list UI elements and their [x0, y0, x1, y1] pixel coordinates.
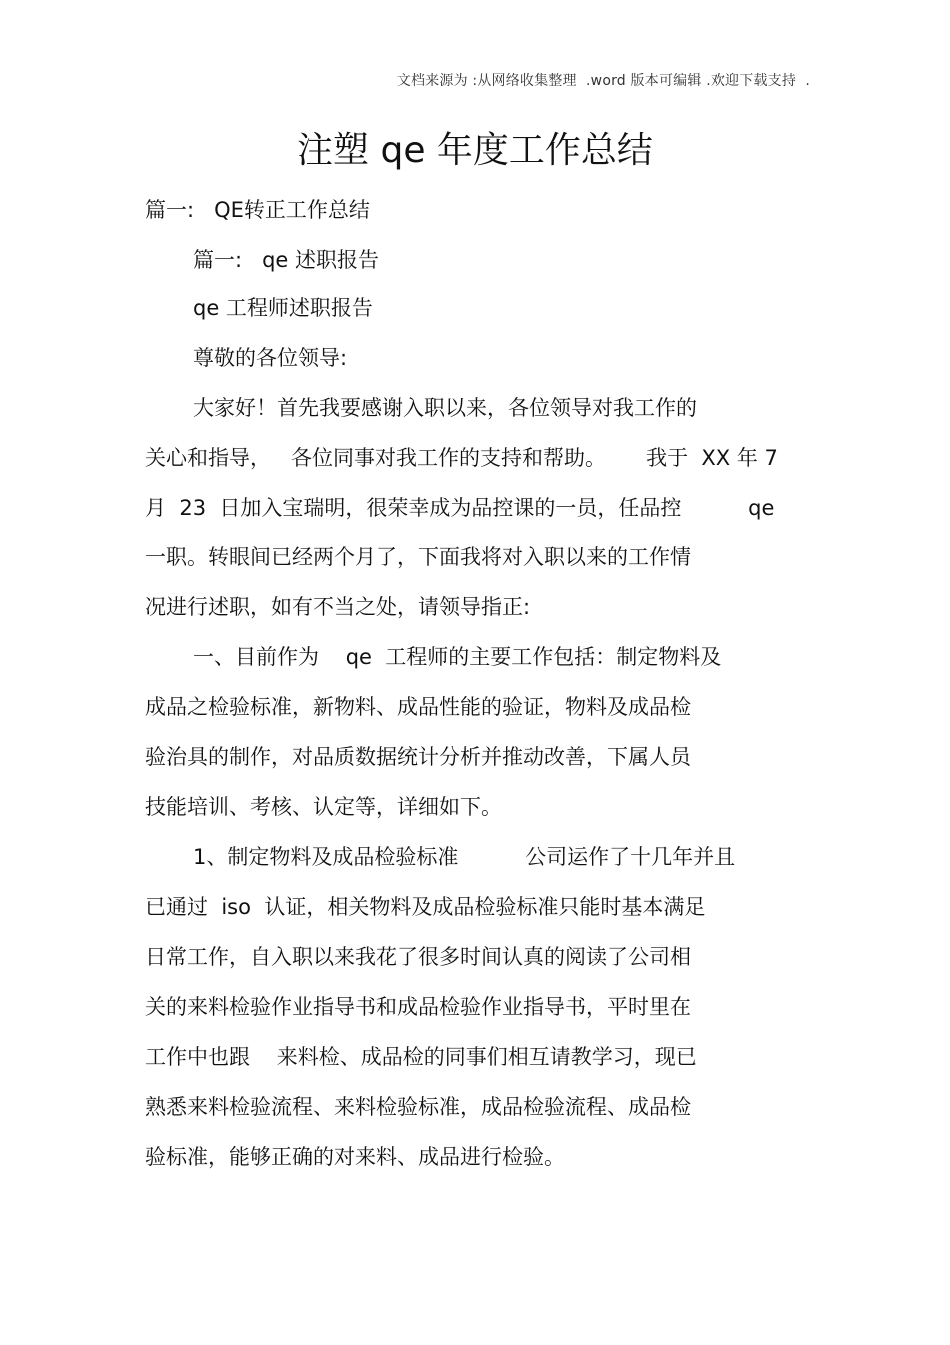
paragraph-line: 已通过 iso 认证，相关物料及成品检验标准只能时基本满足 — [145, 895, 706, 919]
paragraph-line: 技能培训、考核、认定等，详细如下。 — [145, 795, 502, 819]
document-title: 注塑 qe 年度工作总结 — [297, 130, 653, 171]
paragraph-line: 关心和指导， 各位同事对我工作的支持和帮助。 我于 XX 年 7 — [145, 446, 778, 470]
paragraph-line: 验治具的制作，对品质数据统计分析并推动改善，下属人员 — [145, 745, 691, 769]
paragraph-line: 日常工作，自入职以来我花了很多时间认真的阅读了公司相 — [145, 945, 691, 969]
report-title: qe 工程师述职报告 — [193, 296, 373, 320]
salutation: 尊敬的各位领导: — [193, 346, 348, 370]
sub-heading: 篇一: qe 述职报告 — [193, 248, 380, 272]
paragraph-line: 熟悉来料检验流程、来料检验标准，成品检验流程、成品检 — [145, 1095, 691, 1119]
paragraph-line: 况进行述职，如有不当之处，请领导指正: — [145, 595, 531, 619]
paragraph-line: 验标准，能够正确的对来料、成品进行检验。 — [145, 1145, 565, 1169]
paragraph-line: 月 23 日加入宝瑞明，很荣幸成为品控课的一员，任品控 qe — [145, 496, 775, 520]
paragraph-line: 成品之检验标准，新物料、成品性能的验证，物料及成品检 — [145, 695, 691, 719]
paragraph-line: 关的来料检验作业指导书和成品检验作业指导书，平时里在 — [145, 995, 691, 1019]
section-heading-1: 篇一: QE转正工作总结 — [145, 198, 370, 222]
paragraph-line: 工作中也跟 来料检、成品检的同事们相互请教学习，现已 — [145, 1045, 697, 1069]
paragraph-line: 大家好！首先我要感谢入职以来，各位领导对我工作的 — [193, 396, 697, 420]
header-note: 文档来源为 :从网络收集整理 .word 版本可编辑 .欢迎下载支持 . — [396, 73, 810, 89]
paragraph-line: 一、目前作为 qe 工程师的主要工作包括：制定物料及 — [193, 645, 722, 669]
paragraph-line: 1、制定物料及成品检验标准 公司运作了十几年并且 — [193, 845, 736, 869]
paragraph-line: 一职。转眼间已经两个月了，下面我将对入职以来的工作情 — [145, 545, 691, 569]
